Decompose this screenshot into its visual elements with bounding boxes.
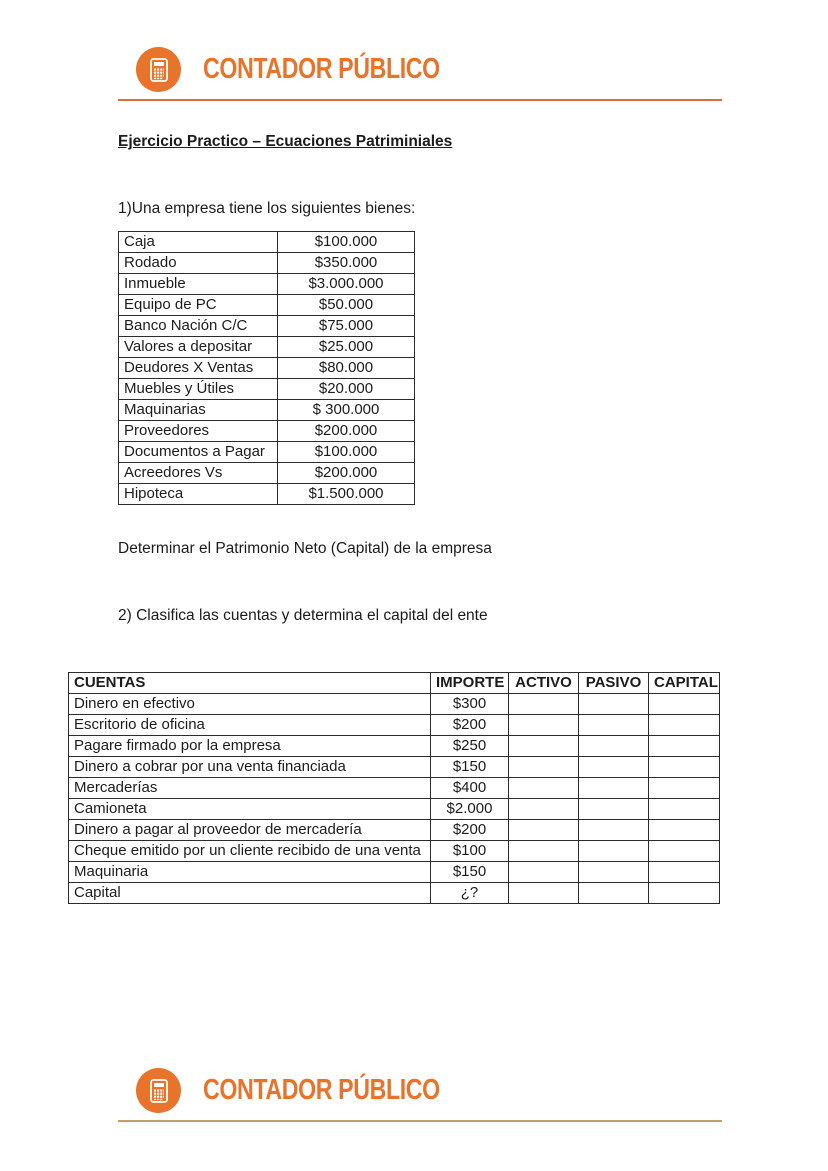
table-cell: $20.000: [278, 379, 415, 400]
table-cell: [649, 715, 720, 736]
table-cell: Valores a depositar: [119, 337, 278, 358]
table-cell: Capital: [69, 883, 431, 904]
table-row: [69, 736, 720, 757]
table-cell: Dinero a pagar al proveedor de mercadería: [69, 820, 431, 841]
table-cell: [649, 862, 720, 883]
table-row: [119, 316, 415, 337]
table-cell: Maquinarias: [119, 400, 278, 421]
table-cell: [509, 820, 579, 841]
table-row: [69, 820, 720, 841]
table-row: [119, 463, 415, 484]
table-cell: ¿?: [431, 883, 509, 904]
table-cell: [649, 757, 720, 778]
table-cell: $300: [431, 694, 509, 715]
table-cell: Proveedores: [119, 421, 278, 442]
table-cell: [649, 778, 720, 799]
column-header-capital: CAPITAL: [649, 673, 720, 694]
table-cell: Hipoteca: [119, 484, 278, 505]
table-cell: Escritorio de oficina: [69, 715, 431, 736]
table-cell: Muebles y Útiles: [119, 379, 278, 400]
table-cell: $200: [431, 715, 509, 736]
table-cell: Mercaderías: [69, 778, 431, 799]
classification-table: [68, 672, 720, 904]
calculator-icon: [136, 47, 181, 92]
table-cell: [509, 715, 579, 736]
table-row: [119, 484, 415, 505]
table-row: [69, 799, 720, 820]
column-header-cuentas: CUENTAS: [69, 673, 431, 694]
footer-divider: [118, 1120, 722, 1122]
table-cell: Maquinaria: [69, 862, 431, 883]
table-cell: [579, 715, 649, 736]
table-cell: [509, 841, 579, 862]
table-row: [69, 862, 720, 883]
table-cell: [579, 799, 649, 820]
table-cell: [579, 883, 649, 904]
table-cell: $50.000: [278, 295, 415, 316]
table-cell: Rodado: [119, 253, 278, 274]
brand-name: CONTADOR PÚBLICO: [203, 1074, 440, 1106]
table-header-row: [69, 673, 720, 694]
brand-header: [136, 47, 499, 92]
table-cell: [579, 757, 649, 778]
table-cell: Equipo de PC: [119, 295, 278, 316]
table-cell: [579, 841, 649, 862]
table-row: [69, 778, 720, 799]
page-title: Ejercicio Practico – Ecuaciones Patriminiales: [118, 133, 453, 150]
table-row: [119, 421, 415, 442]
table-cell: $400: [431, 778, 509, 799]
brand-name: CONTADOR PÚBLICO: [203, 53, 440, 85]
table-cell: Inmueble: [119, 274, 278, 295]
table-cell: [509, 736, 579, 757]
table-cell: $2.000: [431, 799, 509, 820]
table-cell: [649, 694, 720, 715]
section1-label: 1)Una empresa tiene los siguientes bienes:: [118, 200, 416, 217]
table-cell: $100.000: [278, 442, 415, 463]
table-row: [119, 295, 415, 316]
table-row: [119, 232, 415, 253]
table-cell: [509, 862, 579, 883]
column-header-activo: ACTIVO: [509, 673, 579, 694]
table-cell: Cheque emitido por un cliente recibido de una venta: [69, 841, 431, 862]
table-cell: $250: [431, 736, 509, 757]
column-header-pasivo: PASIVO: [579, 673, 649, 694]
table-cell: $150: [431, 757, 509, 778]
table-cell: [509, 799, 579, 820]
table-cell: $25.000: [278, 337, 415, 358]
table-cell: [509, 757, 579, 778]
table-cell: [579, 820, 649, 841]
table-cell: Acreedores Vs: [119, 463, 278, 484]
table-cell: [649, 883, 720, 904]
table-cell: [509, 883, 579, 904]
table-cell: $150: [431, 862, 509, 883]
assets-table: [118, 231, 415, 505]
table-cell: $ 300.000: [278, 400, 415, 421]
table-cell: $80.000: [278, 358, 415, 379]
table-cell: $100: [431, 841, 509, 862]
table-row: [119, 337, 415, 358]
table-cell: Dinero a cobrar por una venta financiada: [69, 757, 431, 778]
table-cell: $1.500.000: [278, 484, 415, 505]
table-cell: $75.000: [278, 316, 415, 337]
table-row: [119, 379, 415, 400]
table-row: [119, 400, 415, 421]
section1-instruction: Determinar el Patrimonio Neto (Capital) de la empresa: [118, 540, 492, 557]
table-cell: $200.000: [278, 463, 415, 484]
table-cell: Pagare firmado por la empresa: [69, 736, 431, 757]
table-cell: [649, 799, 720, 820]
table-cell: [579, 778, 649, 799]
column-header-importe: IMPORTE: [431, 673, 509, 694]
table-row: [119, 253, 415, 274]
table-cell: $350.000: [278, 253, 415, 274]
table-row: [69, 883, 720, 904]
table-cell: [579, 862, 649, 883]
table-cell: $100.000: [278, 232, 415, 253]
table-cell: Camioneta: [69, 799, 431, 820]
table-cell: Caja: [119, 232, 278, 253]
table-row: [69, 841, 720, 862]
table-cell: [509, 694, 579, 715]
table-cell: Documentos a Pagar: [119, 442, 278, 463]
table-cell: $200.000: [278, 421, 415, 442]
table-cell: Banco Nación C/C: [119, 316, 278, 337]
table-cell: [649, 736, 720, 757]
table-row: [69, 694, 720, 715]
table-cell: [509, 778, 579, 799]
header-divider: [118, 99, 722, 101]
table-row: [119, 358, 415, 379]
table-row: [119, 274, 415, 295]
table-cell: [649, 841, 720, 862]
brand-footer: [136, 1068, 499, 1113]
table-cell: Deudores X Ventas: [119, 358, 278, 379]
table-cell: [579, 736, 649, 757]
table-row: [119, 442, 415, 463]
calculator-icon: [136, 1068, 181, 1113]
section2-label: 2) Clasifica las cuentas y determina el capital del ente: [118, 607, 488, 624]
table-cell: [579, 694, 649, 715]
table-cell: $200: [431, 820, 509, 841]
table-cell: Dinero en efectivo: [69, 694, 431, 715]
table-row: [69, 757, 720, 778]
table-cell: [649, 820, 720, 841]
table-row: [69, 715, 720, 736]
table-cell: $3.000.000: [278, 274, 415, 295]
